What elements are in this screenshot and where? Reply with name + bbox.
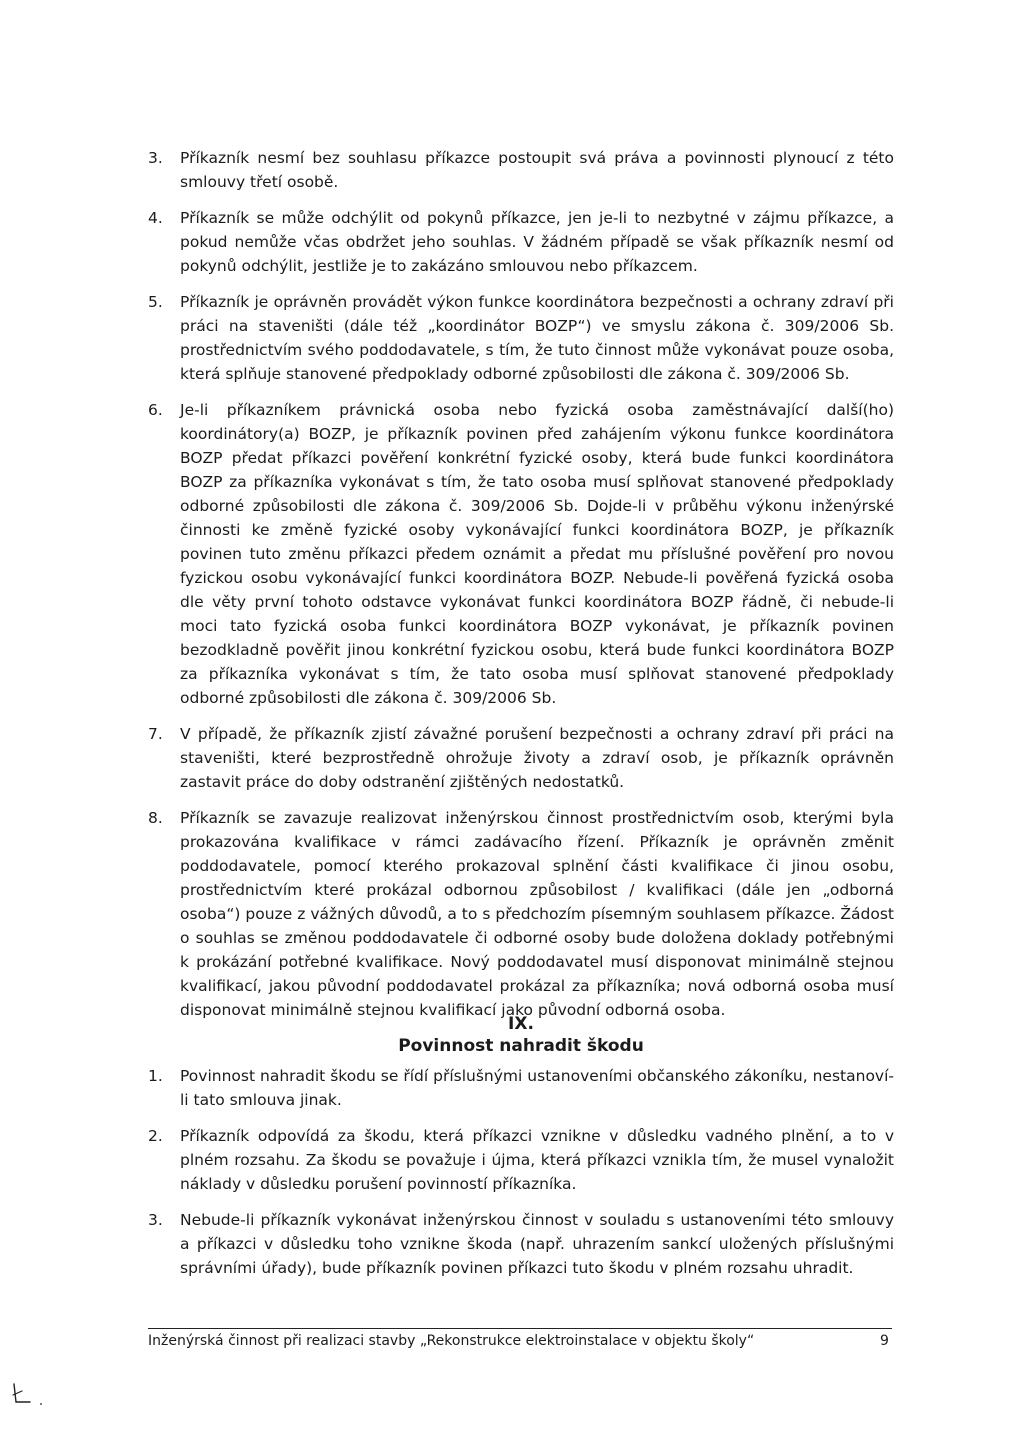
item-text: Příkazník se zavazuje realizovat inženýrskou činnost prostřednictvím osob, kterými byla prokazována kvalifikace v rámci zadávacího řízení. Příkazník je oprávněn změnit poddodavatele, pomocí kterého prokazoval splnění části kvalifikace či jinou osobu, prostřednictvím které prokázal odbornou způsobilost / kvalifikaci (dále jen „odborná osoba“) pouze z vážných důvodů, a to s předchozím písemným souhlasem příkazce. Žádost o souhlas se změnou poddodavatele či odborné osoby bude doložena doklady potřebnými k prokázání potřebné kvalifikace. Nový poddodavatel musí disponovat minimálně stejnou kvalifikací, jakou původní poddodavatel prokázal za příkazníka; nová odborná osoba musí disponovat minimálně stejnou kvalifikací jako původní odborná osoba. (180, 809, 894, 1019)
item-number: 1. (148, 1067, 163, 1085)
item-number: 7. (148, 725, 163, 743)
item-number: 3. (148, 1211, 163, 1229)
list-item (148, 806, 894, 1022)
list-item (148, 1064, 894, 1112)
list-item (148, 1208, 894, 1280)
list-item (148, 722, 894, 794)
handwritten-initials-mark (10, 1380, 50, 1410)
list-item (148, 290, 894, 386)
item-number: 6. (148, 401, 163, 419)
item-number: 5. (148, 293, 163, 311)
item-text: Příkazník odpovídá za škodu, která příkazci vznikne v důsledku vadného plnění, a to v plném rozsahu. Za škodu se považuje i újma, která příkazci vznikla tím, že musel vynaložit náklady v důsledku porušení povinností příkazníka. (180, 1127, 894, 1193)
item-text: Příkazník je oprávněn provádět výkon funkce koordinátora bezpečnosti a ochrany zdraví při práci na staveništi (dále též „koordinátor BOZP“) ve smyslu zákona č. 309/2006 Sb. prostřednictvím svého poddodavatele, s tím, že tuto činnost může vykonávat pouze osoba, která splňuje stanovené předpoklady odborné způsobilosti dle zákona č. 309/2006 Sb. (180, 293, 894, 383)
list-item (148, 206, 894, 278)
item-text: V případě, že příkazník zjistí závažné porušení bezpečnosti a ochrany zdraví při práci na staveništi, které bezprostředně ohrožuje životy a zdraví osob, je příkazník oprávněn zastavit práce do doby odstranění zjištěných nedostatků. (180, 725, 894, 791)
item-number: 8. (148, 809, 163, 827)
item-text: Příkazník nesmí bez souhlasu příkazce postoupit svá práva a povinnosti plynoucí z této smlouvy třetí osobě. (180, 149, 894, 191)
footer-rule (148, 1328, 892, 1329)
damages-list (148, 1064, 894, 1280)
list-item (148, 398, 894, 710)
footer-text: Inženýrská činnost při realizaci stavby „Rekonstrukce elektroinstalace v objektu školy“ (148, 1333, 755, 1349)
obligations-list (148, 146, 894, 1022)
item-number: 4. (148, 209, 163, 227)
list-item (148, 1124, 894, 1196)
section-number: IX. (508, 1014, 534, 1034)
item-text: Je-li příkazníkem právnická osoba nebo fyzická osoba zaměstnávající další(ho) koordinátory(a) BOZP, je příkazník povinen před zahájením výkonu funkce koordinátora BOZP předat příkazci pověření konkrétní fyzické osoby, která bude funkci koordinátora BOZP za příkazníka vykonávat s tím, že tato osoba musí splňovat stanovené předpoklady odborné způsobilosti dle zákona č. 309/2006 Sb. Dojde-li v průběhu výkonu inženýrské činnosti ke změně fyzické osoby vykonávající funkci koordinátora BOZP, je příkazník povinen tuto změnu příkazci předem oznámit a předat mu příslušné pověření pro novou fyzickou osobu vykonávající funkci koordinátora BOZP. Nebude-li pověřená fyzická osoba dle věty první tohoto odstavce vykonávat funkci koordinátora BOZP řádně, či nebude-li moci tato fyzická osoba funkci koordinátora BOZP vykonávat, je příkazník povinen bezodkladně pověřit jinou konkrétní fyzickou osobu, která bude funkci koordinátora BOZP za příkazníka vykonávat s tím, že tato osoba musí splňovat stanovené předpoklady odborné způsobilosti dle zákona č. 309/2006 Sb. (180, 401, 894, 707)
item-number: 3. (148, 149, 163, 167)
item-number: 2. (148, 1127, 163, 1145)
item-text: Příkazník se může odchýlit od pokynů příkazce, jen je-li to nezbytné v zájmu příkazce, a pokud nemůže včas obdržet jeho souhlas. V žádném případě se však příkazník nesmí od pokynů odchýlit, jestliže je to zakázáno smlouvou nebo příkazcem. (180, 209, 894, 275)
list-item (148, 146, 894, 194)
section-title: Povinnost nahradit škodu (398, 1036, 644, 1056)
page-number: 9 (880, 1333, 889, 1349)
item-text: Povinnost nahradit škodu se řídí příslušnými ustanoveními občanského zákoníku, nestanoví-li tato smlouva jinak. (180, 1067, 894, 1109)
item-text: Nebude-li příkazník vykonávat inženýrskou činnost v souladu s ustanoveními této smlouvy a příkazci v důsledku toho vznikne škoda (např. uhrazením sankcí uložených příslušnými správními úřady), bude příkazník povinen příkazci tuto škodu v plném rozsahu uhradit. (180, 1211, 894, 1277)
